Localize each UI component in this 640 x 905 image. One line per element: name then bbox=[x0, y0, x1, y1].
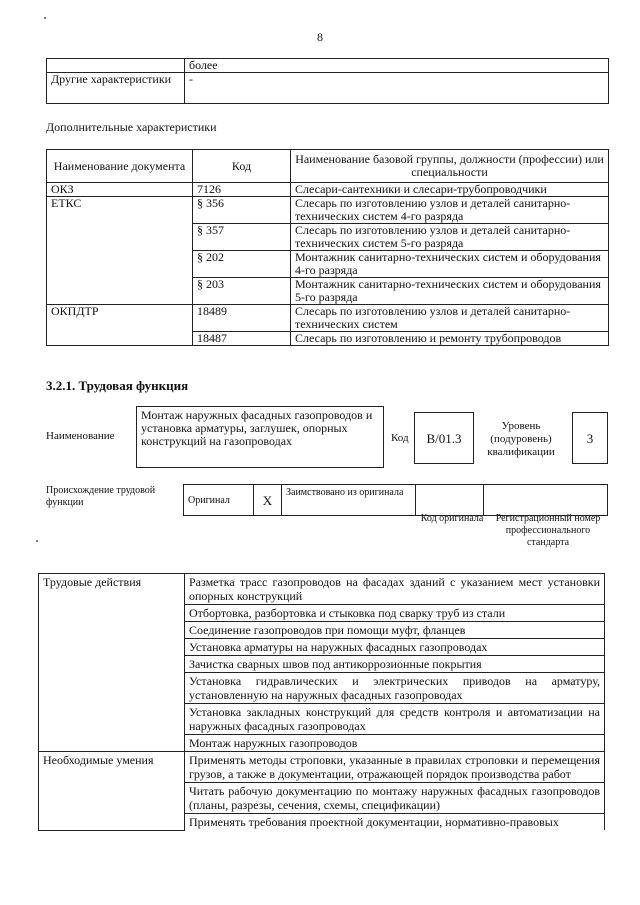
labor-action-item: Монтаж наружных газопроводов bbox=[185, 735, 605, 752]
level-label: Уровень (подуровень) квалификации bbox=[487, 420, 555, 458]
code-caption: Код оригинала bbox=[420, 513, 484, 524]
table-row bbox=[184, 485, 608, 516]
table-cell: Монтажник санитарно-технических систем и оборудования 4-го разряда bbox=[291, 251, 609, 278]
table-row bbox=[39, 574, 605, 605]
table-cell: ОКПДТР bbox=[47, 305, 193, 346]
skills-label: Необходимые умения bbox=[39, 752, 185, 831]
table-cell: § 202 bbox=[193, 251, 291, 278]
labor-action-item: Установка гидравлических и электрических приводов на арматуру, установленную на наружных фасадных газопроводах bbox=[185, 673, 605, 704]
table-cell: ЕТКС bbox=[47, 197, 193, 305]
registration-number-cell bbox=[484, 485, 608, 516]
table-row bbox=[47, 197, 609, 224]
original-mark: X bbox=[254, 485, 282, 516]
column-header: Наименование документа bbox=[47, 150, 193, 183]
column-header: Наименование базовой группы, должности (профессии) или специальности bbox=[291, 150, 609, 183]
code-label: Код bbox=[391, 432, 409, 444]
table-cell: Слесарь по изготовлению узлов и деталей санитарно-технических систем 4-го разряда bbox=[291, 197, 609, 224]
labor-action-item: Отбортовка, разбортовка и стыковка под сварку труб из стали bbox=[185, 605, 605, 622]
borrowed-label: Заимствовано из оригинала bbox=[282, 485, 416, 516]
table-cell: более bbox=[185, 59, 609, 73]
skill-item: Применять методы строповки, указанные в правилах строповки и перемещения грузов, а также в документации, отражающей порядок производства работ bbox=[185, 752, 605, 783]
page-number: 8 bbox=[317, 30, 323, 44]
table-cell: - bbox=[185, 73, 609, 104]
section-heading: 3.2.1. Трудовая функция bbox=[46, 378, 189, 393]
origin-table bbox=[183, 484, 608, 516]
table-row bbox=[47, 59, 609, 73]
scan-speck bbox=[36, 540, 38, 542]
table-row bbox=[39, 752, 605, 783]
table-row bbox=[47, 305, 609, 332]
additional-caption: Дополнительные характеристики bbox=[46, 120, 217, 134]
table-cell: Монтажник санитарно-технических систем и оборудования 5-го разряда bbox=[291, 278, 609, 305]
labor-actions-table bbox=[38, 573, 605, 831]
skill-item: Читать рабочую документацию по монтажу наружных фасадных газопроводов (планы, разрезы, сечения, схемы, спецификации) bbox=[185, 783, 605, 814]
table-cell: § 203 bbox=[193, 278, 291, 305]
origin-label: Происхождение трудовой функции bbox=[46, 485, 156, 508]
labor-action-item: Соединение газопроводов при помощи муфт, фланцев bbox=[185, 622, 605, 639]
table-row bbox=[47, 73, 609, 104]
labor-actions-label: Трудовые действия bbox=[39, 574, 185, 752]
table-cell: Слесарь по изготовлению узлов и деталей санитарно-технических систем bbox=[291, 305, 609, 332]
name-label: Наименование bbox=[46, 430, 115, 442]
table-cell: Слесарь по изготовлению узлов и деталей санитарно-технических систем 5-го разряда bbox=[291, 224, 609, 251]
original-label: Оригинал bbox=[184, 485, 254, 516]
scan-speck bbox=[44, 17, 46, 19]
table-cell: Другие характеристики bbox=[47, 73, 185, 104]
table-cell: § 357 bbox=[193, 224, 291, 251]
labor-action-item: Установка закладных конструкций для средств контроля и автоматизации на наружных фасадных газопроводах bbox=[185, 704, 605, 735]
column-header: Код bbox=[193, 150, 291, 183]
table-cell: 18487 bbox=[193, 332, 291, 346]
additional-characteristics-table bbox=[46, 149, 609, 346]
labor-action-item: Разметка трасс газопроводов на фасадах зданий с указанием мест установки опорных конструкций bbox=[185, 574, 605, 605]
table-row bbox=[47, 183, 609, 197]
labor-action-item: Зачистка сварных швов под антикоррозионные покрытия bbox=[185, 656, 605, 673]
table-header-row bbox=[47, 150, 609, 183]
level-value-box: 3 bbox=[572, 412, 608, 464]
table-cell: 7126 bbox=[193, 183, 291, 197]
table-cell: ОКЗ bbox=[47, 183, 193, 197]
function-name-box: Монтаж наружных фасадных газопроводов и установка арматуры, заглушек, опорных конструкций на газопроводах bbox=[136, 406, 384, 468]
table-cell: § 356 bbox=[193, 197, 291, 224]
top-characteristics-table bbox=[46, 58, 609, 104]
table-cell: 18489 bbox=[193, 305, 291, 332]
skill-item: Применять требования проектной документации, нормативно-правовых bbox=[185, 814, 605, 831]
table-cell: Слесари-сантехники и слесари-трубопроводчики bbox=[291, 183, 609, 197]
table-cell bbox=[47, 59, 185, 73]
original-code-cell bbox=[416, 485, 484, 516]
table-cell: Слесарь по изготовлению и ремонту трубопроводов bbox=[291, 332, 609, 346]
registration-caption: Регистрационный номер профессионального стандарта bbox=[495, 513, 601, 548]
function-code-box: В/01.3 bbox=[414, 412, 474, 464]
labor-action-item: Установка арматуры на наружных фасадных газопроводах bbox=[185, 639, 605, 656]
